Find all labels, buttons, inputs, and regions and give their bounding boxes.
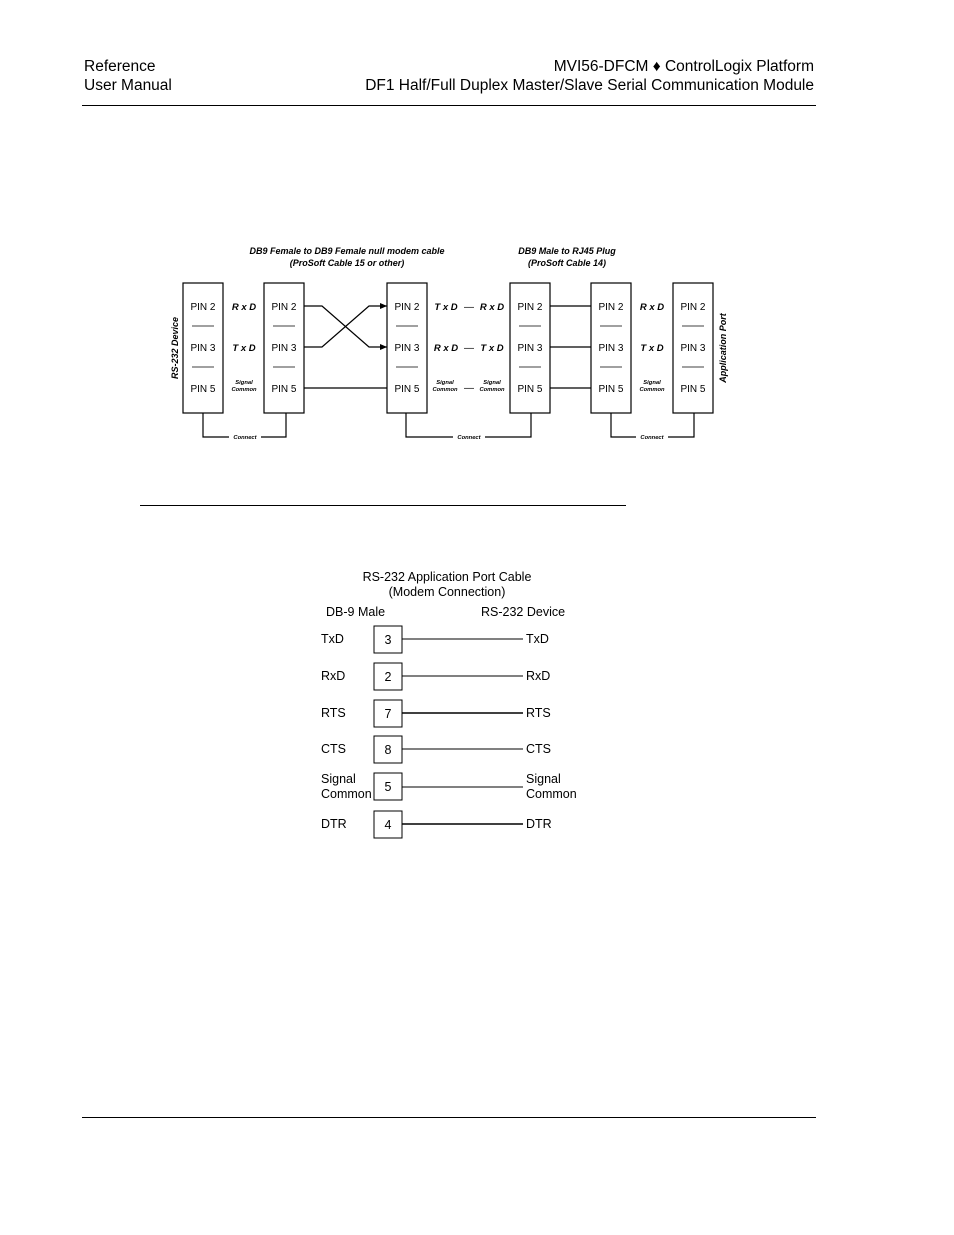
cable-a-title-2: (ProSoft Cable 15 or other)	[289, 258, 405, 268]
signal-txd: T x D	[434, 302, 458, 313]
row-right-label-2: Common	[526, 787, 577, 801]
row-left-label-2: Common	[321, 787, 372, 801]
pin-label: PIN 5	[517, 384, 543, 395]
row-pin: 7	[384, 707, 392, 721]
header-left-line1: Reference	[84, 58, 156, 75]
footer-rule	[82, 1117, 816, 1118]
pin-label: PIN 5	[271, 384, 297, 395]
pin-label: PIN 2	[271, 302, 297, 313]
pin-label: PIN 3	[680, 343, 706, 354]
header-right-line1: MVI56-DFCM ♦ ControlLogix Platform	[553, 58, 814, 75]
row-left-label: CTS	[321, 742, 346, 756]
row-left-label: Signal	[321, 772, 356, 786]
pin-label: PIN 3	[271, 343, 297, 354]
cable-b-title-2: (ProSoft Cable 14)	[527, 258, 607, 268]
row-left-label: TxD	[321, 632, 344, 646]
pin-label: PIN 5	[680, 384, 706, 395]
row-right-label: TxD	[526, 632, 549, 646]
row-left-label: RxD	[321, 669, 346, 683]
signal-txd: T x D	[640, 343, 664, 354]
signal-txd: T x D	[232, 343, 256, 354]
row-pin: 3	[384, 633, 392, 647]
signal-word: Signal	[436, 380, 454, 386]
row-pin: 2	[384, 670, 392, 684]
pin-label: PIN 2	[598, 302, 624, 313]
common-word: Common	[432, 387, 458, 393]
signal-rxd: R x D	[231, 302, 257, 313]
pin-label: PIN 2	[517, 302, 543, 313]
right-header: RS-232 Device	[481, 605, 566, 619]
row-pin: 8	[384, 743, 392, 757]
pin-label: PIN 5	[598, 384, 624, 395]
row-right-label: RxD	[526, 669, 551, 683]
pin-label: PIN 2	[394, 302, 420, 313]
row-left-label: DTR	[321, 817, 347, 831]
pin-label: PIN 3	[190, 343, 216, 354]
pin-label: PIN 2	[680, 302, 706, 313]
signal-word: Signal	[235, 380, 253, 386]
section-rule	[140, 505, 626, 506]
cable-b-title-1: DB9 Male to RJ45 Plug	[518, 246, 616, 256]
row-pin: 5	[384, 780, 392, 794]
signal-word: Signal	[483, 380, 501, 386]
signal-rxd: R x D	[433, 343, 459, 354]
dash: —	[464, 383, 474, 394]
signal-rxd: R x D	[479, 302, 505, 313]
cable-a-title-1: DB9 Female to DB9 Female null modem cable	[249, 246, 445, 256]
signal-rxd: R x D	[639, 302, 665, 313]
left-side-label: RS-232 Device	[170, 316, 180, 380]
header-right-line2: DF1 Half/Full Duplex Master/Slave Serial Communication Module	[365, 77, 814, 94]
modem-title-1: RS-232 Application Port Cable	[362, 570, 532, 584]
dash: —	[464, 302, 474, 313]
signal-word: Signal	[643, 380, 661, 386]
header-left-line2: User Manual	[84, 77, 172, 94]
dash: —	[464, 343, 474, 354]
row-pin: 4	[384, 818, 392, 832]
row-right-label: DTR	[526, 817, 552, 831]
signal-txd: T x D	[480, 343, 504, 354]
common-word: Common	[231, 387, 257, 393]
null-modem-diagram	[0, 0, 954, 470]
row-right-label: RTS	[526, 706, 551, 720]
pin-label: PIN 2	[190, 302, 216, 313]
pin-label: PIN 5	[190, 384, 216, 395]
right-side-label: Application Port	[718, 313, 728, 383]
common-word: Common	[479, 387, 505, 393]
row-right-label: CTS	[526, 742, 551, 756]
connect-label: Connect	[457, 435, 481, 441]
left-header: DB-9 Male	[326, 605, 386, 619]
modem-title-2: (Modem Connection)	[388, 585, 506, 599]
modem-cable-diagram	[0, 560, 954, 850]
common-word: Common	[639, 387, 665, 393]
row-left-label: RTS	[321, 706, 346, 720]
pin-label: PIN 3	[598, 343, 624, 354]
pin-label: PIN 5	[394, 384, 420, 395]
pin-label: PIN 3	[517, 343, 543, 354]
connect-label: Connect	[640, 435, 664, 441]
row-right-label: Signal	[526, 772, 561, 786]
pin-label: PIN 3	[394, 343, 420, 354]
connect-label: Connect	[233, 435, 257, 441]
